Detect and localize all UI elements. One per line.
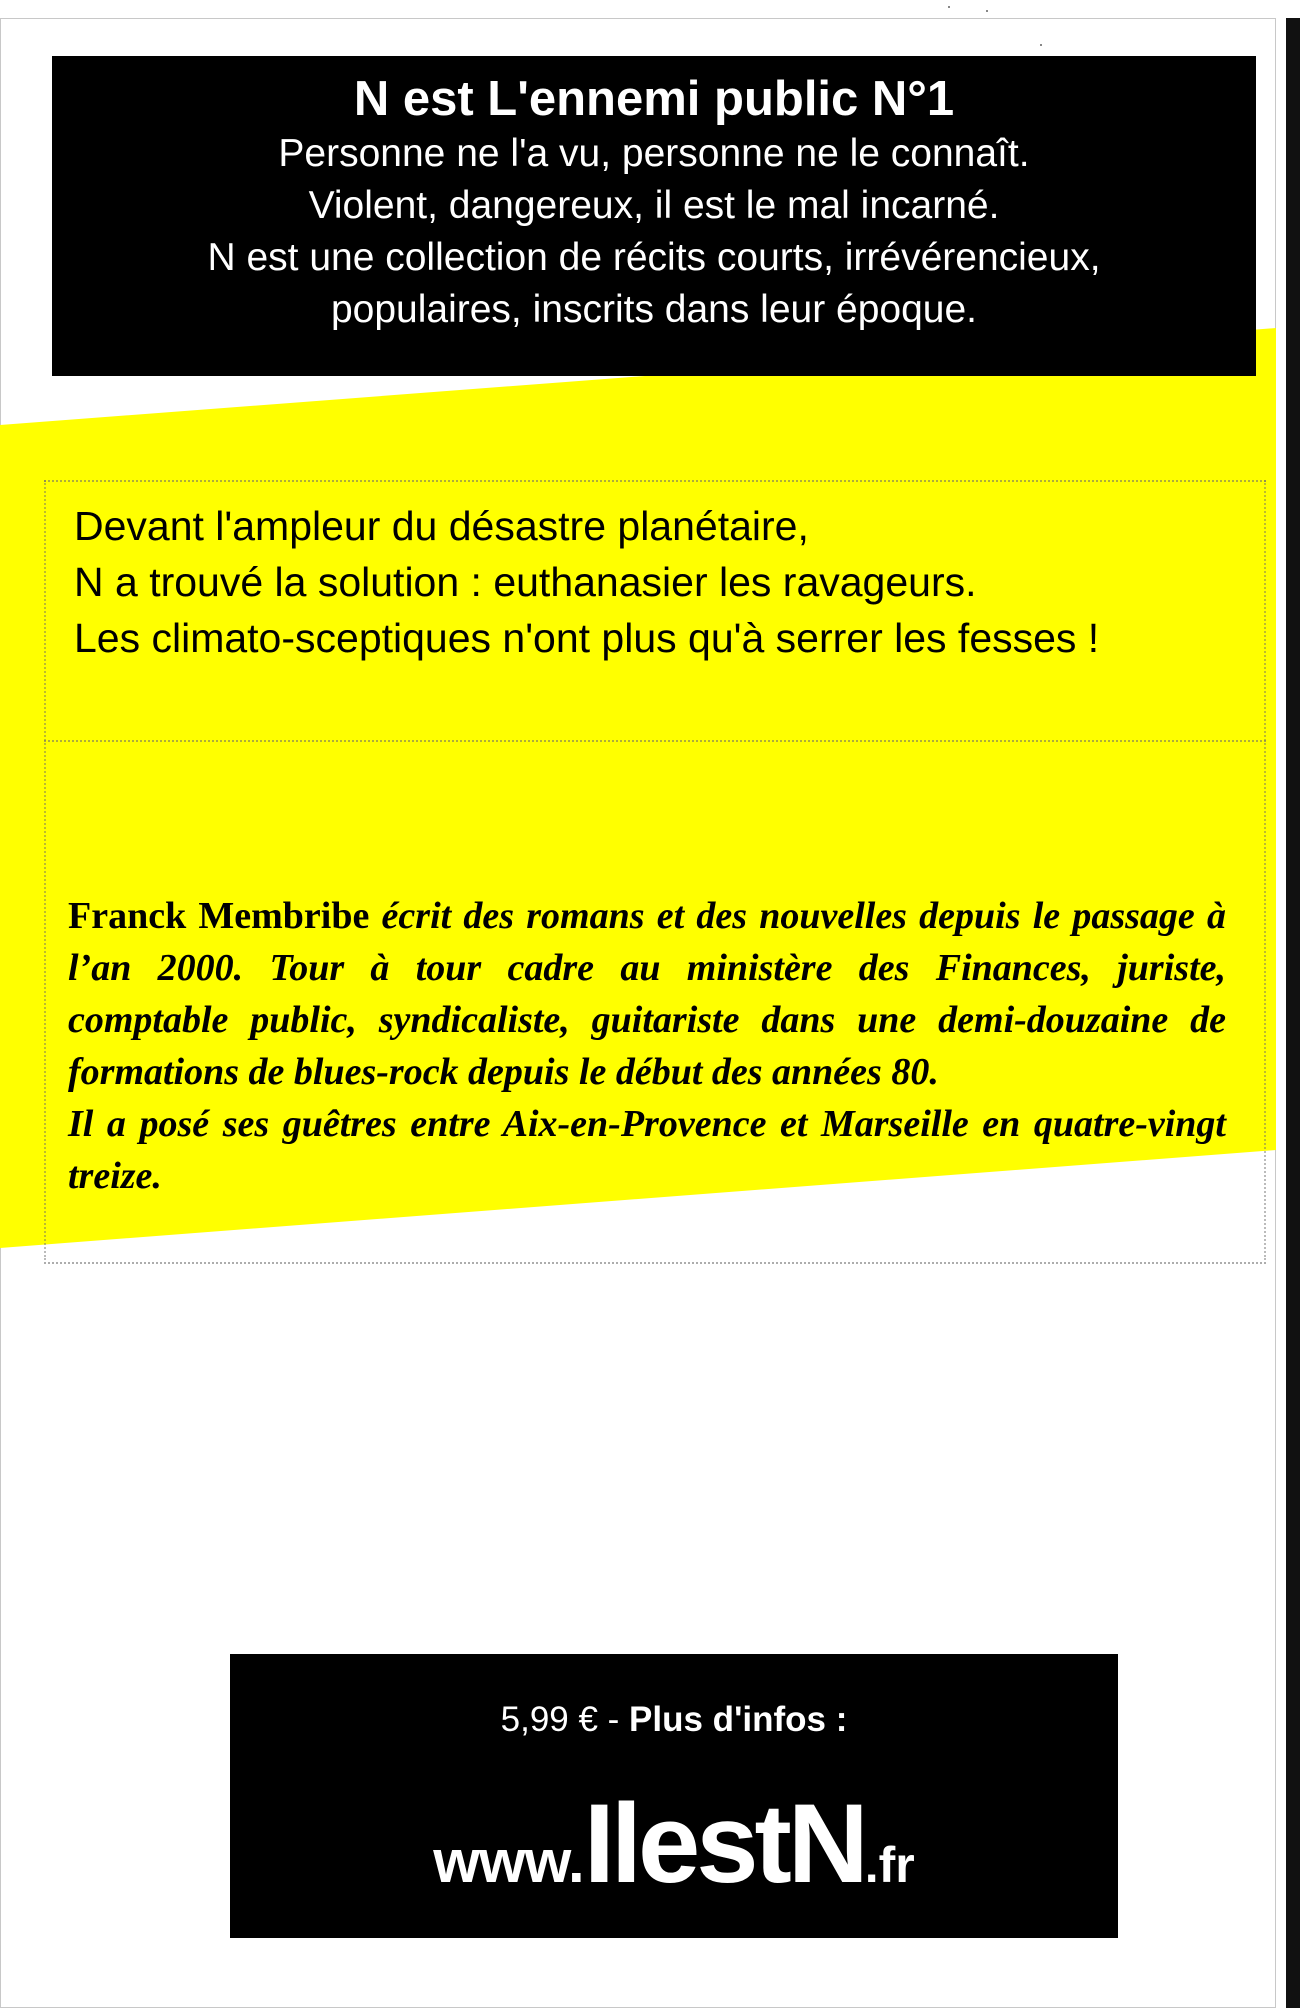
scan-speck xyxy=(948,6,950,8)
price-separator: - xyxy=(597,1700,630,1739)
pitch-line: Devant l'ampleur du désastre planétaire, xyxy=(74,503,809,549)
price-box xyxy=(230,1654,1118,1938)
pitch-line: Les climato-sceptiques n'ont plus qu'à serrer les fesses ! xyxy=(74,615,1100,661)
price-value: 5,99 € xyxy=(500,1700,598,1739)
logo-name: IlestN xyxy=(583,1781,865,1906)
logo-www: www. xyxy=(433,1828,584,1895)
header-title: N est L'ennemi public N°1 xyxy=(353,72,955,126)
pitch-paragraph xyxy=(74,498,1228,666)
header-line: populaires, inscrits dans leur époque. xyxy=(330,288,978,331)
scan-speck xyxy=(1040,44,1042,46)
bio-text: écrit des romans et des nouvelles depuis le passage à l’an 2000. Tour à tour cadre au ministère des Finances, juriste, comptable public, syndicaliste, guitariste dans une demi-douzaine de formations de blues-rock depuis le début des années 80. xyxy=(68,895,1226,1093)
author-bio xyxy=(68,890,1226,1202)
header-line: Personne ne l'a vu, personne ne le connaît. xyxy=(278,132,1030,175)
page-right-edge xyxy=(1286,18,1300,2008)
more-info-label: Plus d'infos : xyxy=(629,1700,848,1739)
bio-paragraph: Il a posé ses guêtres entre Aix-en-Provence et Marseille en quatre-vingt treize. xyxy=(68,1103,1226,1197)
website-logo[interactable] xyxy=(230,1781,1118,1906)
text-frame-guide xyxy=(44,740,1266,742)
price-line xyxy=(230,1698,1118,1742)
text-frame-guide xyxy=(44,480,46,1260)
header-line: N est une collection de récits courts, irrévérencieux, xyxy=(207,236,1101,279)
bio-paragraph xyxy=(68,890,1226,1098)
logo-tld: .fr xyxy=(864,1837,915,1893)
header-line: Violent, dangereux, il est le mal incarné. xyxy=(308,184,1000,227)
author-name: Franck Membribe xyxy=(68,895,370,937)
pitch-line: N a trouvé la solution : euthanasier les ravageurs. xyxy=(74,559,977,605)
scan-speck xyxy=(986,10,988,12)
text-frame-guide xyxy=(1264,480,1266,1260)
header-box xyxy=(52,56,1256,376)
text-frame-guide xyxy=(44,1262,1266,1264)
text-frame-guide xyxy=(44,480,1266,482)
